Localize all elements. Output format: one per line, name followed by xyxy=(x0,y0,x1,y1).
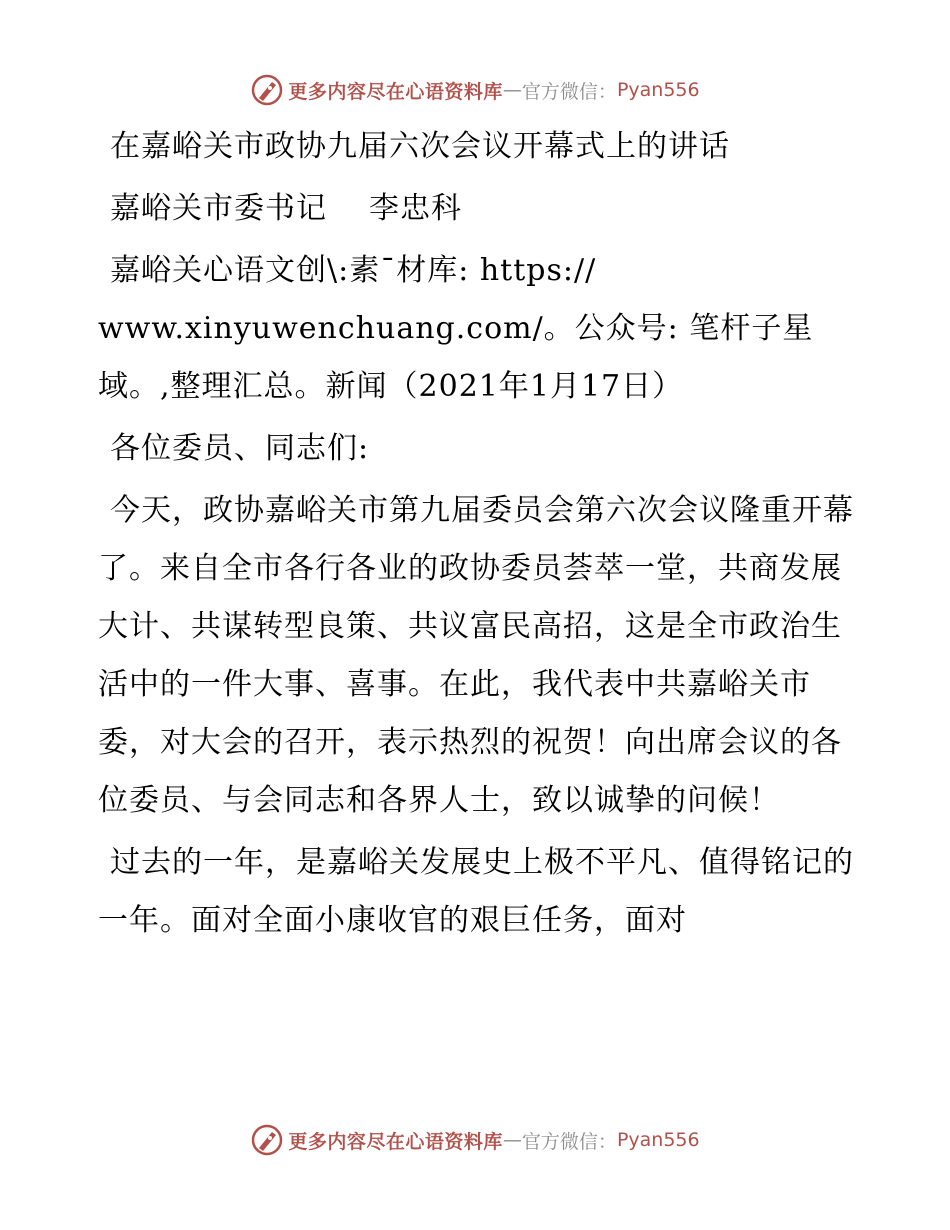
watermark-banner-bottom xyxy=(0,1120,950,1160)
document-paragraph: 过去的一年，是嘉峪关发展史上极不平凡、值得铭记的一年。面对全面小康收官的艰巨任务，面对 xyxy=(98,845,854,938)
author-role: 嘉峪关市委书记 xyxy=(110,191,327,226)
banner-official-label: 官方微信： xyxy=(521,1130,617,1153)
author-name: 李忠科 xyxy=(369,191,462,226)
watermark-banner-top xyxy=(0,70,950,110)
document-greeting: 各位委员、同志们: xyxy=(110,431,370,466)
document-title: 在嘉峪关市政协九届六次会议开幕式上的讲话 xyxy=(110,129,730,164)
document-body xyxy=(98,118,858,950)
pen-nib-logo-icon xyxy=(250,73,284,107)
banner-separator: — xyxy=(502,79,522,101)
banner-separator: — xyxy=(502,1129,522,1151)
banner-lead-text: 更多内容尽在心语资料库 xyxy=(288,1130,503,1153)
document-source-line: 嘉峪关心语文创\:素¯材库: https:// www.xinyuwenchuang.com/。公众号: 笔杆子星域。,整理汇总。新闻（2021年1月17日） xyxy=(98,253,814,404)
document-author xyxy=(98,180,858,238)
document-paragraph: 今天，政协嘉峪关市第九届委员会第六次会议隆重开幕了。来自全市各行各业的政协委员荟萃一堂，共商发展大计、共谋转型良策、共议富民高招，这是全市政治生活中的一件大事、喜事。在此，我代表中共嘉峪关市委，对大会的召开，表示热烈的祝贺！向出席会议的各位委员、与会同志和各界人士，致以诚挚的问候！ xyxy=(98,493,854,818)
banner-wechat-id: Pyan556 xyxy=(616,79,700,101)
banner-lead-text: 更多内容尽在心语资料库 xyxy=(288,80,503,103)
banner-official-label: 官方微信： xyxy=(521,80,617,103)
banner-wechat-id: Pyan556 xyxy=(616,1129,700,1151)
pen-nib-logo-icon xyxy=(250,1123,284,1157)
